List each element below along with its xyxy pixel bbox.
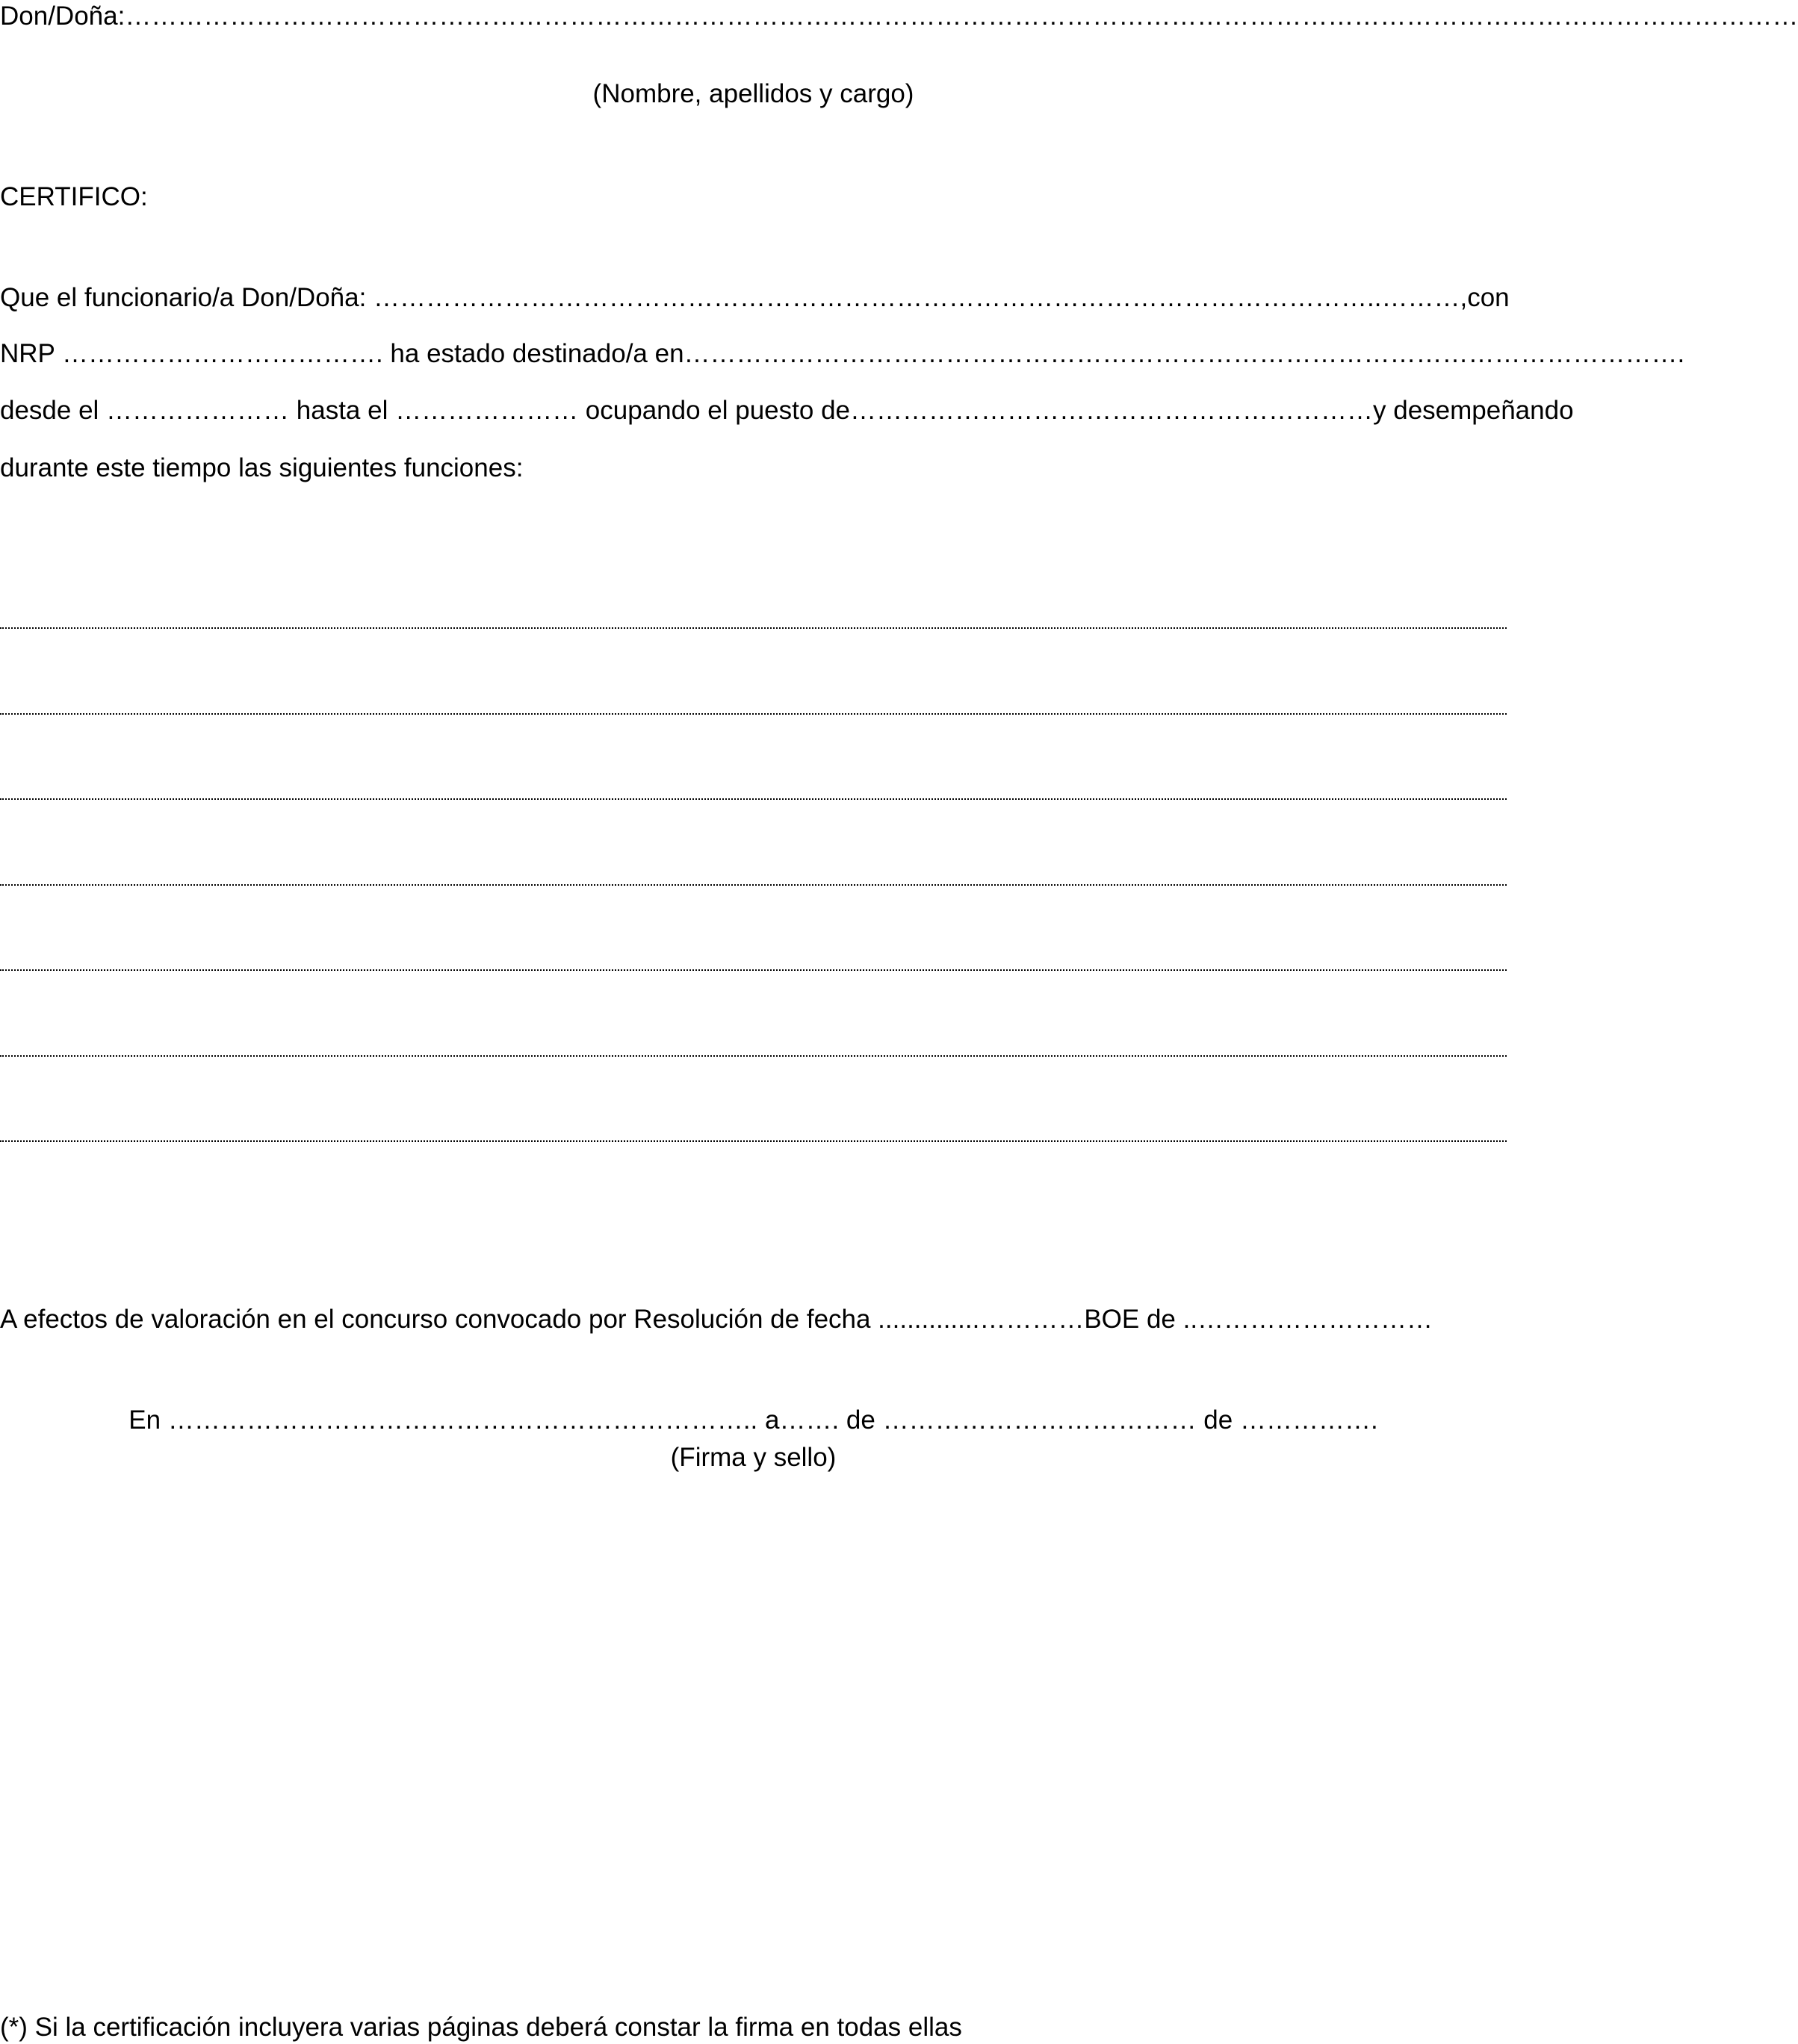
body-line-2 (0, 338, 1685, 370)
functions-blank-line (0, 969, 1507, 971)
body-line-1 (0, 282, 1510, 314)
efectos-line: A efectos de valoración en el concurso convocado por Resolución de fecha ..............…………BOE de ..……………………… (0, 1305, 1433, 1334)
body-line-4: durante este tiempo las siguientes funciones: (0, 453, 524, 482)
functions-blank-line (0, 884, 1507, 886)
don-dona-text: Don/Doña:………………………………………………………………………………………………………………………………………………………………………… (0, 1, 1798, 31)
functions-blank-line (0, 1055, 1507, 1057)
body-line-1-right: ……,con (1407, 283, 1510, 312)
signature-caption: (Firma y sello) (670, 1443, 837, 1472)
functions-blank-line (0, 1140, 1507, 1142)
don-dona-field (0, 0, 1798, 33)
functions-blank-line (0, 627, 1507, 629)
functions-blank-line (0, 713, 1507, 715)
footnote: (*) Si la certificación incluyera varias páginas deberá constar la firma en todas ellas (0, 2013, 962, 2042)
body-line-1-left: Que el funcionario/a Don/Doña: ……………………………………………………………………………………………………..… (0, 283, 1408, 312)
body-line-3 (0, 394, 1574, 427)
certifico-label: CERTIFICO: (0, 182, 148, 211)
body-line-3-left: desde el ………………… hasta el ………………… ocupando el puesto de (0, 396, 850, 425)
body-line-3-right: ……………………………………………………y desempeñando (850, 396, 1574, 425)
place-date-line: En ………………………………………………………….. a……. de ……………………………… de ……………. (128, 1405, 1378, 1435)
name-caption: (Nombre, apellidos y cargo) (592, 79, 914, 108)
body-line-2-left: NRP ………………………………. ha estado destinado/a en (0, 339, 684, 368)
functions-blank-line (0, 798, 1507, 800)
body-line-2-right: ……………………………………………………………………………………………………. (683, 339, 1685, 368)
